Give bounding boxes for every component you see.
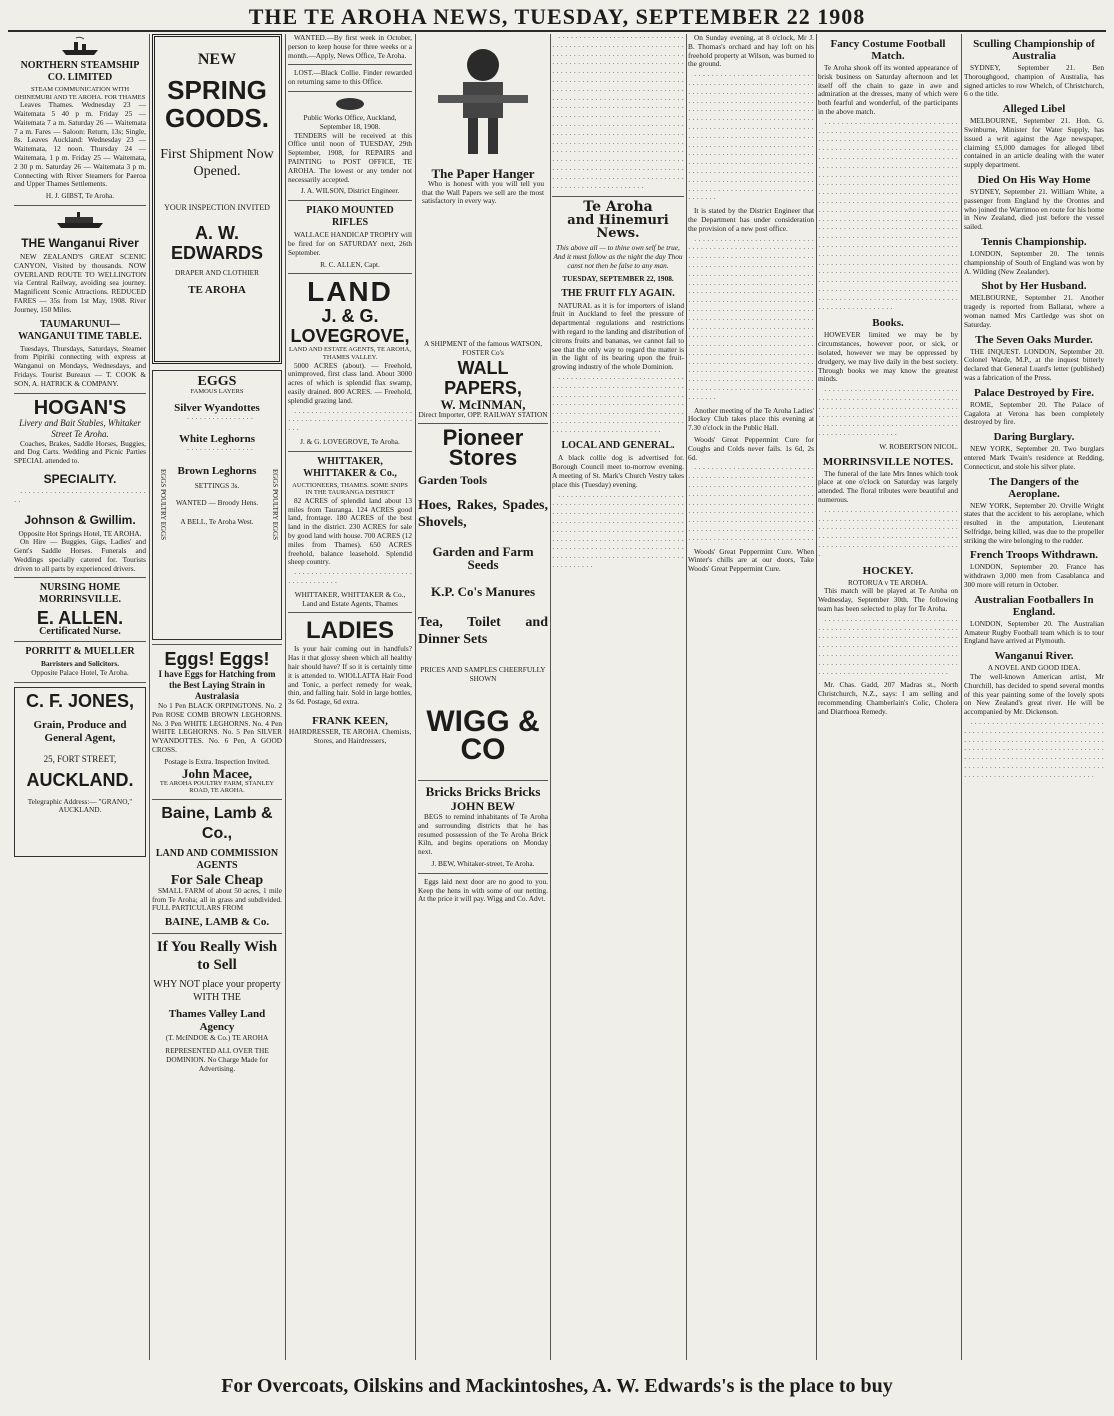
filler-text: · · · · · · · · · · · · · · · · · · · · · · · · · · · · · · · · · · · · · · · · · · · · · · · · · · · · · · · · · · · · · · · · · · · · · · · · · · · · · · · · · · · · · · · · · · · · · · · · · · · · · · · · · · · · · · · · · · · · · · · · · · · · · · · · · · · · · · · · · · · · · · · · · · · · · · · · · · · · · · · · · · · · · · · · · · · · · · · · · · · · · · · · · · · · · · · · · · · · · · · · · · · · · · · · · · · · · · · · · · · · · · · · · · · · · · · · · · · · · · · · · · · · · · · · · · · · · · · · · · · · · · · · · · · · · · · · · · · · · · · · · · · · · · · · · · · · · · · · · · · · · · · · · · · · · · · · · · · · · · · · · · · · · · · · · · · · · · · · · · · · · · · · · · · · · · · · · · · · · · · · · · · · · · · · · · · · · · · · · · · · · · · · · · · · · · · · · · · · · · · · · · · · · · · · · · · · · · · · · · · · · · · · · · · · · · · · · · · · · · · · · · · · · · · · · · · · · · · · · · · · · · · · · · · · · · · · · · · · · · · · · · · · · · · · · · · · · · · · · · · · · · · · · · · · · · · · · · · · · · · · · · · · · · · · · · · · · · · · · · · · · · · · · · · · · · · · · · · · · · · · · · · · · · · · · · · · · · · · · · · · · · · · · · · · · · · · · · · · · · · · · · · · · · · · · · · · · · · · · · · · · · · · · · · · · · · · · · · · · · · · · · · · · · · · · · · · · · · · · · · · · · · · · · · · · · · · · · · · · · · · · · · · · · · · · · · · · · · · · · · · · · · · · · · · · [818,118,958,313]
wall-papers-title: WALL PAPERS, [444,357,522,398]
steamship-body: Leaves Thames. Wednesday 23 — Waitemata 5 40 p m. Friday 25 — Waitemata 7 a m. Saturday 26 — Waitemata 7 a m. Fares — Saloon: Return, 13s; Single, 8s. Leaves Auckland: Wednesday 23 — Waitemata, 12 noon. Thursday 24 — Waitemata, 1 p m. Friday 25 — Waitemata, 2 30 p m. Saturday 26 — Waitemata 3 p m. Connecting with River Steamers for Paeroa and Upper Thames Settlements. [14,100,146,189]
libel-heading: Alleged Libel [1002,103,1066,116]
tenders-notice: TENDERS will be received at this Office until noon of TUESDAY, 29th September, 1908, for REPAIRS and PAINTING to POST OFFICE, TE AROHA. The lowest or any tender not necessarily accepted. [288,130,412,184]
baine-sale: For Sale Cheap [170,872,264,888]
masthead: THE TE AROHA NEWS, TUESDAY, SEPTEMBER 22 1908 [248,4,866,29]
newspaper-motto: This above all — to thine own self be true, And it must follow as the night the day Thou canst not then be false to any man. [553,243,683,270]
newspaper-name: Te Aroha [583,199,653,216]
lovegrove-body: 5000 ACRES (about). — Freehold, unimproved, first class land. About 3000 acres of which is splendid flax swamp, easily drained. 800 ACRES. — Freehold, splendid grazing land. [288,360,412,405]
bew-signature: J. BEW, Whitaker-street, Te Aroha. [431,858,535,868]
hogan-title: HOGAN'S [33,396,127,419]
column-rule [550,34,551,1360]
post-office-note: It is stated by the District Engineer that the Department has under consideration the provision of a new post office. [688,206,814,233]
filler-text: · · · · · · · · · · · · · · · · · · · · · · · · · · · · · · · · · · · · · · · · · · · · · · · · · · · · · · · · · · · · · · · · · · · · · · · · · · · · · · · · · · · · · · · · · · · · · · · · · · · · · · · · · · · · · · · · · · · · · · · · · · · · · · · · · · · · · · · · · · · · · · · · · · · · · · · · · · · · · · · · · · · · · · · · · · · · · · · · · · · · · · · · · · · · · · · · · · · · · · · · · · · · · · · · · · · · · · · · · · · · · · · · · · · · · · · · · · · · · · · · · · · · · · · · · · · · · · · · · · · · · · · · · · · · · · · · · · · · · · · · · · · · · · · · · · · · · · · · · · · · · · · · · · · · · · · · · · · · · · · · · · · · · · · · · · · · · · · · · · · · · · · · · · · · · · · · · · · · · · · · · · · · · · · · · · · · · · · · · · · · · · · · · · · · · · · · · · · · · · · · · · · · · · · · · · · · · · · · · · · · · · · · · · · · · · · · · · · · · · · · · · · · · · · · · · · · · · · · · · · · · · · · · · · · · · · · · · · · · · · · · · · · · · · · · · · · · · · · · · · · · · · · · · · · · · · · · · · · · · · · · · · · · · · · · · · · · · · · · · · · · · · · · [688,235,814,403]
eggs-ad [152,370,282,640]
morrinsville-body: The funeral of the late Mrs Innes which took place at one o'clock on Saturday was largely attended. The floral tributes were beautiful and numerous. [818,468,958,505]
prices-note: PRICES AND SAMPLES CHEERFULLY SHOWN [420,665,546,684]
column-rule [961,34,962,1360]
divider [14,205,146,206]
divider [14,393,146,394]
column-7 [818,34,958,1360]
keen-name: FRANK KEEN, [312,715,388,728]
divider [418,423,548,424]
sculling-body: SYDNEY, September 21. Ben Thoroughgood, champion of Australia, has signed articles to row Whelch, of Christchurch, 6 o the title. [964,63,1104,99]
woods-cure-poem: Woods' Great Peppermint Cure. When Winter's chills are at our doors, Take Woods' Great Peppermint Cure. [688,546,814,574]
filler-text: · · · · · · · · · · · · · · · · · · · · · · · · · · · · · · · · · · · · · · · · · · · · · · · · · · · · · · · · · · · · · · · · · · · · · · · · · · · · · · · · · · · · · · · · · · · · · · · · · · · · · · · · · · · · · · · · · · · · · · · · · · · · · · · · · · · · · · · · · · · · · · · · · · · · · · · · · · · · · · · · · · · · · · · · · · · · · · · · · · · · · · · · · · · · · · · · · · · · · · · · · · · · · · · · · · · · · · · · · · · · · · · · · · · · · · · · · · · · · · · · · · · · · · · · · · · · · · · · · · · · · · · · · · · · · · · · · · · · · · · · · · · · · · · · · · · · · · · · · · · · · · · · · · · · · · · · · · · · · · · · · · · · · · · · · · · · · · · · · · · · · · · · · · · · · · · · · · · · · · · · · · · · · · · · · · · · · · · · · · · · · · · · · · · · · · · · · · · · · · · · · · · · · · · · · · · · · · · · · · · · · · · · · · · · · · · · · · · · · · · · · · · · · · · · · · · · · · · · · · · · · · · · · · · · · · · · · · · · · · · · · · · · · · · · · · · · · · · · · · · · · · · · · · · · · · · · · · · · · · · · · · · · · · · · · · · · · · · · · · · · · · · · · · · · [552,34,684,192]
column-rule [285,34,286,1360]
jones-city: AUCKLAND. [26,769,134,790]
filler-text: · · · · · · · · · · · · · · · · · · · · · · · · · · · · · · · · · · · · · · · · · · · · · · · · · · · · · · · · · · · · · · · · · · · · · · · · · · · · · · · · · · · · · · · · · · · · · · · · · · · · · · · · · · · · · · · · · · · · · · · · · · · · · · · · · · · · · · · · · · · · · · · · · · · · · · · · · · · · · · · · · · · · [818,506,958,560]
divider [152,933,282,934]
eggs2-list: No 1 Pen BLACK ORPINGTONS. No. 2 Pen ROSE COMB BROWN LEGHORNS. No. 3 Pen WHITE LEGHORNS. No. 4 Pen WHITE LEGHORNS. No. 5 Pen SILVER WYANDOTTES. No. 6 Pen, A GOOD CROSS. [152,701,282,754]
eggs2-postage: Postage is Extra. Inspection Invited. [164,756,270,766]
eggs-white: White Leghorns [178,433,256,446]
coat-of-arms-icon [330,96,370,112]
whittaker-title: WHITTAKER, WHITTAKER & Co., [303,455,397,479]
tennis-heading: Tennis Championship. [981,235,1087,248]
baine-title: Baine, Lamb & Co., [161,804,273,842]
spring-goods-title: SPRING GOODS. [164,75,269,133]
filler-text: · · · · · · · · · · · · · · · · · · · · · · · · · · · · · · · · · · · · · · · · · · · · · · · · · · · · · · · · · · · · · · · · · · · · · · · · · · · · · · · · · · · · · · · · · · · · · · · · · · · · · · · · · · · · · · · · · · · · · · · · · · · · · · · · · · · · · · · · · · · · · · · · · · · · · · · · · · · · · · · · · · · · · · · · · · · · · · · · · · · · · · · · · · · · · · · · · · · · · · · · · · · · · · · · · · · [552,373,684,436]
burglary-body: NEW YORK, September 20. Two burglars entered Mark Twain's residence at Redding, Connecticut, and stole his silver plate. [964,444,1104,471]
bricks-title: Bricks Bricks Bricks [425,783,541,799]
shot-heading: Shot by Her Husband. [981,280,1087,293]
aust-football-body: LONDON, September 20. The Australian Amateur Rugby Football team which is to tour England have arrived at Plymouth. [964,618,1104,646]
french-body: LONDON, September 20. France has withdrawn 3,000 men from Casablanca and 300 more will return in October. [964,562,1104,590]
column-rule [686,34,687,1360]
macee-name: John Macee, [181,765,253,781]
column-1 [14,34,146,1360]
sunday-fire: On Sunday evening, at 8 o'clock, Mr J. B. Thomas's orchard and hay loft on his freehold property at Wilson, was burned to the ground. [688,34,814,69]
garden-tools: Garden Tools [418,473,488,488]
steamship-signature: H. J. GIBST, Te Aroha. [45,191,115,201]
jones-address: 25, FORT STREET, [43,753,117,764]
column-rule [415,34,416,1360]
palace-body: ROME, September 20. The Palace of Cagalota at Verona has been completely destroyed by fire. [964,399,1104,427]
libel-body: MELBOURNE, September 21. Hon. G. Swinburne, Minister for Water Supply, has issued a writ against the Age newspaper, claiming £5,000 damages for alleged libel contained in an article dealing with the water supply department. [964,116,1104,170]
eggs-wanted: WANTED — Broody Hens. [175,497,259,507]
divider [288,273,412,274]
divider [418,780,548,781]
spring-town: TE AROHA [188,283,246,296]
porritt-address: Opposite Palace Hotel, Te Aroha. [31,668,129,678]
fancy-heading: Fancy Costume Football Match. [830,38,946,62]
filler-text: · · · · · · · · · · · · · · · · · · · · · · · · · · · · · · · · · · · · · · · · · · · · · · · · · · · · · · · · · · · · · · · · · · · · · · · · · · · · · · · · · · · · · · · · · · · · · · · · · · · · · · · · · · · · · · · · · · · · · · · · · · · · · · · · · · · · · · · · · · · · · · · · · · · · · · · · · · · · · · · · · · · · · · · · · · · · · · · · · · · · · · · · · · · · · · · · · · · · · · · · · · · · · · · · · · · · · · · · · · · · · · · · · · · · · · · · · · · · · · · · · · · · · · · · · · · · · · · · · [552,491,684,572]
column-rule [816,34,817,1360]
local-general-heading: LOCAL AND GENERAL. [561,440,675,452]
eggs-side-label: EGGS POULTRY EGGS [159,469,167,541]
eggs-brown: Brown Leghorns [177,465,257,478]
hoes-rakes: Hoes, Rakes, Spades, Shovels, [418,498,548,531]
column-2 [152,34,282,1360]
divider [288,451,412,452]
local-general-body: A black collie dog is advertised for. Borough Council meet to-morrow evening. A meeting of St. Mark's Church Vestry takes place this (Tuesday) evening. [552,453,684,489]
paper-hanger-ad [418,34,548,334]
footer-banner: For Overcoats, Oilskins and Mackintoshes, A. W. Edwards's is the place to buy [221,1375,893,1397]
filler-text: · · · · · · · · · · · · · · · · · · · · · · · · · · · · · · · · · · · · · · · · · · · · · · · · · · · · · · · · · · · · [288,407,412,435]
hockey-subtitle: ROTORUA v TE AROHA. [847,577,928,587]
morrinsville-heading: MORRINSVILLE NOTES. [822,455,954,468]
tea-sets: Tea, Toilet and Dinner Sets [418,615,548,648]
rifles-signature: R. C. ALLEN, Capt. [320,259,380,269]
jones-telegraph: Telegraphic Address:— "GRANO," AUCKLAND. [27,796,133,815]
palace-heading: Palace Destroyed by Fire. [974,386,1094,399]
rifles-body: WALLACE HANDICAP TROPHY will be fired for on SATURDAY next, 26th September. [288,230,412,257]
filler-text: · · · · · · · · · · · · · · · · · · · · · · · · · · · · · · · · · · · · · · · · · · · · · · · · · · · · · · · · · · · · · · · · · · · · · · · · · · · · · · · · · · · · · · · · · · · · · · · · · · · · · · · · · · · · · · · · · · · · · · · · · · · · · · · · · · · · · · · · · · · · · · · · · · · · · · · · · · · · · · · · · · · · · · · · · · · · · · · · · · · · · · · · · · · · · · · · · · · · · · · · · · · · · · · · · · · · · · · · · · · · · · · · · · · [818,615,958,678]
paper-hanger-figure-icon [428,40,538,160]
lovegrove-title: J. & G. LOVEGROVE, [290,306,410,347]
divider [288,91,412,92]
eggs-title: EGGS [197,374,237,389]
column-rule [149,34,150,1360]
thames-land-subtitle: (T. McINDOE & Co.) TE AROHA [165,1033,269,1043]
bew-eggs-note: Eggs laid next door are no good to you. Keep the hens in with some of our netting. At the price it will pay. Wigg and Co. Advt. [418,876,548,904]
eggs-silver: Silver Wyandottes [174,401,260,414]
sevenoaks-heading: The Seven Oaks Murder. [975,333,1093,346]
column-8 [964,34,1104,1360]
wanganui-subtitle: A NOVEL AND GOOD IDEA. [987,663,1081,673]
died-body: SYDNEY, September 21. William White, a passenger from England by the Orontes and who joined the Warrimoo en route for his home in New Zealand, died just before the vessel sailed. [964,186,1104,232]
hockey-heading: HOCKEY. [862,564,914,577]
really-body: WHY NOT place your property WITH THE [153,979,281,1004]
burglary-heading: Daring Burglary. [993,431,1075,444]
kp-manures: K.P. Co's Manures [430,584,535,600]
really-title: If You Really Wish to Sell [156,939,278,974]
eggs2-title: Eggs! Eggs! [164,649,270,669]
lovegrove-signature: J. & G. LOVEGROVE, Te Aroha. [300,436,400,446]
divider [552,196,684,197]
lost-notice: LOST.—Black Collie. Finder rewarded on returning same to this Office. [288,68,412,87]
chamberlain-ad: Mr. Chas. Gadd, 207 Madras st., North Christchurch, N.Z., says: I am selling and recommending Chamberlain's Colic, Cholera and Diarrhoea Remedy. [818,680,958,716]
hogan-body: Coaches, Brakes, Saddle Horses, Buggies, and Dog Carts. Wedding and Picnic Parties SPECIAL attended to. [14,438,146,466]
speciality-heading: SPECIALITY. [43,471,117,486]
bew-title: JOHN BEW [450,798,516,813]
fruit-fly-body: NATURAL as it is for importers of island fruit in Auckland to feel the pressure of departmental regulations and restrictions with regard to the landing and distribution of citrons fruits and bananas, we cannot fail to see that the only way to regard the matter is in the light of its bearing upon the fruit-growing industry of the whole Dominion. [552,300,684,372]
sevenoaks-body: THE INQUEST. LONDON, September 20. Colonel Warde, M.P., at the inquest bitterly declared that General Luard's letter (published) was a fabrication of the Press. [964,346,1104,382]
hockey-dance: Another meeting of the Te Aroha Ladies' Hockey Club takes place this evening at 7.30 o'clock in the Public Hall. [688,405,814,433]
tennis-body: LONDON, September 20. The tennis championship of South of England was won by A. Wilding (New Zealander). [964,248,1104,276]
hogan-subtitle: Livery and Bait Stables, Whitaker Street Te Aroha. [19,417,141,439]
ladies-heading: LADIES [305,617,394,645]
spring-trade: DRAPER AND CLOTHIER [175,267,259,277]
jones-ad [14,687,146,857]
divider [288,612,412,613]
jones-body: Grain, Produce and General Agent, [33,718,127,744]
johnson-title: Johnson & Gwillim. [24,512,136,527]
wanganui-ad-body: NEW ZEALAND'S GREAT SCENIC CANYON, Visited by thousands. NOW OVERLAND ROUTE TO WELLINGTON via Central Railway, avoiding sea journey. Magnificent Scenic Attractions. REDUCED FARES — 35s from 1st May, 1908. River Journey, 150 Miles. [14,251,146,314]
eggs-bell: A BELL, Te Aroha West. [180,516,254,526]
nursing-title: NURSING HOME MORRINSVILLE. [39,582,121,606]
woods-cure-ad: Woods' Great Peppermint Cure for Coughs and Colds never fails. 1s 6d, 2s 6d. [688,435,814,462]
timetable-body: Tuesdays, Thursdays, Saturdays, Steamer from Pipiriki connecting with express at Wanganui on Mondays, Wednesdays, and Fridays. Tourist Bureaux — T. COOK & SON, A. HATRICK & COMPANY. [14,343,146,388]
divider [14,682,146,683]
wanted-notice: WANTED.—By first week in October, person to keep house for three weeks or a month.—Apply, News Office, Te Aroha. [288,34,412,60]
timetable-title: TAUMARUNUI—WANGANUI TIME TABLE. [18,318,142,342]
macee-subtitle: TE AROHA POULTRY FARM, STANLEY ROAD, TE AROHA. [159,779,275,795]
allen-name: E. ALLEN. [36,608,124,629]
spring-goods-ad [152,34,282,364]
divider [14,577,146,578]
books-heading: Books. [872,317,904,330]
divider [14,641,146,642]
eggs-side-label: EGGS POULTRY EGGS [271,469,279,541]
wall-papers-sub: A SHIPMENT of the famous WATSON, FOSTER Co's [423,339,543,357]
tenders-signature: J. A. WILSON, District Engineer. [300,186,400,196]
divider [288,200,412,201]
rifles-title: PIAKO MOUNTED RIFLES [306,205,394,229]
aust-football-heading: Australian Footballers In England. [974,593,1094,618]
eggs-layers: FAMOUS LAYERS [190,388,244,395]
books-body: HOWEVER limited we may be by circumstances, however poor, or sick, or isolated, however we may be oppressed by drudgery, we may live daily in the best society. Through books we may know the greatest minds. [818,330,958,384]
ladies-body: Is your hair coming out in handfuls? Has it that glossy sheen which all healthy hair should have? If so it is certainly time it is attended to. WIOLLATTA Hair Food and Tonic, a perfect remedy for weak, thin, and falling hair. Sold in large bottles, 3s 6d. Postage, 6d extra. [288,644,412,707]
wanganui-body: The well-known American artist, Mr Churchill, has decided to spend several months of this year painting some of the lovely spots on New Zealand's great river. He will be accompanied by Mr. Dickenson. [964,672,1104,717]
wanganui-heading: Wanganui River. [994,650,1074,663]
column-6 [688,34,814,1360]
aeroplane-heading: The Dangers of the Aeroplane. [989,475,1079,500]
pioneer-title: Pioneer Stores [442,425,524,471]
divider [418,873,548,874]
filler-text: · · · · · · · · · · · · · · · · · · · · · · · · · · · · · · · · · · · · · · · · · · · · · · · · · · · · · · · · · · · · · · · · · · · · · · · · · · · · · · · · · · · · · · · · · · · · · · · · · · · · · · · · · · · · · · · · · · · · · · · · · · · · · · · · · · · · · · · · · · · · · · · · · · · · · · · · · · · · · · · · · · · · · · · · · · · · · · · · · · · · · · · · · · · · · · · · · · · · · · · · · · · · · · · · · · · · · · · · · · · · · · · · · · · [964,719,1104,781]
johnson-subtitle: Opposite Hot Springs Hotel, TE AROHA. [18,528,142,538]
riverboat-icon [55,210,105,230]
porritt-title: PORRITT & MUELLER [25,646,135,658]
died-heading: Died On His Way Home [977,173,1091,186]
sculling-heading: Sculling Championship of Australia [973,38,1095,62]
column-3 [288,34,412,1360]
fancy-body: Te Aroha shook off its wonted appearance of brisk business on Saturday afternoon and let itself off the chain to gaze in awe and admiration at the dresses, many of which were both fearful and wonderful, of the participants in the above match. [818,63,958,116]
aeroplane-body: NEW YORK, September 20. Orville Wright states that the accident to his aeroplane, which resulted in the amputation, Lieutenant Selfridge, being killed, was due to the propeller striking the wire belonging to the rudder. [964,500,1104,545]
thames-land-note: REPRESENTED ALL OVER THE DOMINION. No Charge Made for Advertising. [165,1045,269,1073]
baine-subtitle: LAND AND COMMISSION AGENTS [155,847,279,871]
whittaker-subtitle: AUCTIONEERS, THAMES. SOME SNIPS IN THE TAURANGA DISTRICT [292,481,408,497]
steamship-title: NORTHERN STEAMSHIP CO. LIMITED [20,60,140,83]
filler-text: · · · · · · · · · · · · · · · · · · · · · · · · · · · · · · · · · · · · · · · · · · · · · · · · · · · · · · · · · · · · · · · · · · · · · · · · · · · · · · · · · · · · · · · · · · · · · · · · · · · · · · · · · · · · · · · · · · · · · · · · · · · · · · · · · · · · · · · · · · · · · · · · · · · · · · · · · · · · · · · · · · · · · · · · · · · · · · · · · · · · · · · · · · · · · · · · · · · · · · · · · · · · · · · · · · · · · · · · · · · · · · · · · · · · · · · · · · · · · · · · · · · · · · · · · · · · · · · · · · · · · · · · · · · · [688,464,814,544]
spring-first-shipment: First Shipment Now Opened. [160,147,274,179]
steamship-icon [60,36,100,56]
spring-new: NEW [197,51,237,68]
filler-text: · · · · · · · · · · · · · · · · · · · · · · · · · · · · · · · · · · · · · · · · [288,569,412,588]
johnson-body: On Hire — Buggies, Gigs, Ladies' and Gent's Saddle Horses. Funerals and Weddings specially catered for. Tourists driven to all parts by experienced drivers. [14,537,146,573]
masthead-rule [8,30,1106,32]
mcinman-name: W. McINMAN, [440,396,526,412]
filler-text: · · · · · · · · · · · · · · · · [186,413,254,423]
fruit-fly-heading: THE FRUIT FLY AGAIN. [561,287,675,299]
baine-body: SMALL FARM of about 50 acres, 1 mile from Te Aroha; all in grass and subdivided. FULL PARTICULARS FROM [152,885,282,913]
eggs-settings: SETTINGS 3s. [194,481,240,491]
whittaker-signature: WHITTAKER, WHITTAKER & Co., Land and Estate Agents, Thames [294,589,406,608]
divider [288,64,412,65]
thames-land-title: Thames Valley Land Agency [168,1008,266,1034]
steamship-subtitle: STEAM COMMUNICATION WITH OHINEMURI AND TE AROHA. FOR THAMES [14,86,146,101]
filler-text: · · · · · · · · · · · · · · · · · · · · · · · · · · · · · · · · · · · · · · · · · · · · · · · · · · · · · · · · · · · · · · · · · · · · · · · · · · · · · · · · · · · · · · · · · · · · · · · · · · · · · · · · · · · · · · · · · · · · · · · · · · · · · · · · · · · · · · · · · · · · · · · · · · · · · · · · · · · · · · · · · · · · · · · · · · · · · · · · · · · · · · [818,386,958,440]
land-heading: LAND [307,276,393,308]
books-signature: W. ROBERTSON NICOL. [879,441,958,451]
baine-from: BAINE, LAMB & Co. [164,916,270,929]
filler-text: · · · · · · · · · · · · · · · · · · · · · · · · · · · · · · · · · · · · · · · · · · · · · · · · · · · · · · · · · · · · · · · · · · · · · · · · · · · · · · · · · · · · · · · · · · · · · · · · · · · · · · · · · · · · · · · · · · · · · · · · · · · · · · · · · · · · · · · · · · · · · · · · · · · · · · · · · · · · · · · · · · · · · · · · · · · · · · · · · · · · · · · · · · · · · · · · · · · · · · · · · · · · · · · · · · · · · · · · · · · · · · · · · · · · · · · · · · · · · · · · · · · · · · · · · · · · · · · · · · · · · · · · · · · · · · · · · · · · · · · · · · · · · · · · · · · · · · · · · · · · · · · · · · · · · · · · · · · · · · · · · · · · · · · · · · · · · · · · · · · · · · · · · · · · · · · · · · · · · · · · · · · · · · · · · · · · · · · · · · · · · · · · · · · · · · · · · · · · · · · · · · · · · · · · · · · · · · · · · · · · · · · · · [688,71,814,204]
paper-hanger-title: The Paper Hanger [431,165,535,181]
whittaker-body: 82 ACRES of splendid land about 13 miles from Tauranga. 124 ACRES good land, frontage. 180 ACRES of the best land in the district. 230 ACRES for sale by good land with house. 700 ACRES (12 miles from Thames). 650 ACRES freehold, balance leasehold. Splendid sheep country. [288,495,412,567]
paper-hanger-body: Who is honest with you will tell you that the Wall Papers we sell are the most satisfactory in every way. [422,178,544,206]
porritt-subtitle: Barristers and Solicitors. [40,659,120,669]
keen-subtitle: HAIRDRESSER, TE AROHA. Chemists, Stores, and Hairdressers, [288,727,412,745]
newspaper-subname: and Hinemuri News. [567,213,669,242]
filler-text: · · · · · · · · · · · · · · · · [186,445,254,455]
garden-seeds: Garden and Farm Seeds [432,544,534,573]
mcinman-subtitle: Direct Importer, OPP. RAILWAY STATION [418,409,548,419]
column-4 [418,34,548,1360]
column-5 [552,34,684,1360]
lovegrove-subtitle: LAND AND ESTATE AGENTS, TE AROHA, THAMES VALLEY. [289,346,411,361]
bew-body: BEGS to remind inhabitants of Te Aroha and surrounding districts that he has resumed possession of the Te Aroha Brick Kiln, and begins operations on Monday next. [418,811,548,857]
allen-subtitle: Certificated Nurse. [39,626,121,638]
filler-text: · · · · · · · · · · · · · · · · · · · · · · · · · · · · · · · · [14,487,146,506]
jones-title: C. F. JONES, [25,690,135,711]
spring-merchant: A. W. EDWARDS [170,222,263,263]
wanganui-ad-title: THE Wanganui River [21,235,139,250]
newspaper-date: TUESDAY, SEPTEMBER 22, 1908. [562,273,674,283]
shot-body: MELBOURNE, September 21. Another tragedy is reported from Ballarat, where a woman named Mrs Cartledge was shot on Saturday. [964,293,1104,329]
french-heading: French Troops Withdrawn. [969,549,1099,562]
hockey-body: This match will be played at Te Aroha on Wednesday, September 30th. The following team has been selected to play for Te Aroha. [818,586,958,614]
divider [152,644,282,645]
divider [152,799,282,800]
eggs2-subtitle: I have Eggs for Hatching from the Best Laying Strain in Australasia [158,669,276,701]
wigg-title: WIGG & CO [426,704,540,766]
pwo-heading: Public Works Office, Auckland, September 18, 1908. [303,112,397,131]
spring-invite: YOUR INSPECTION INVITED [164,203,270,212]
